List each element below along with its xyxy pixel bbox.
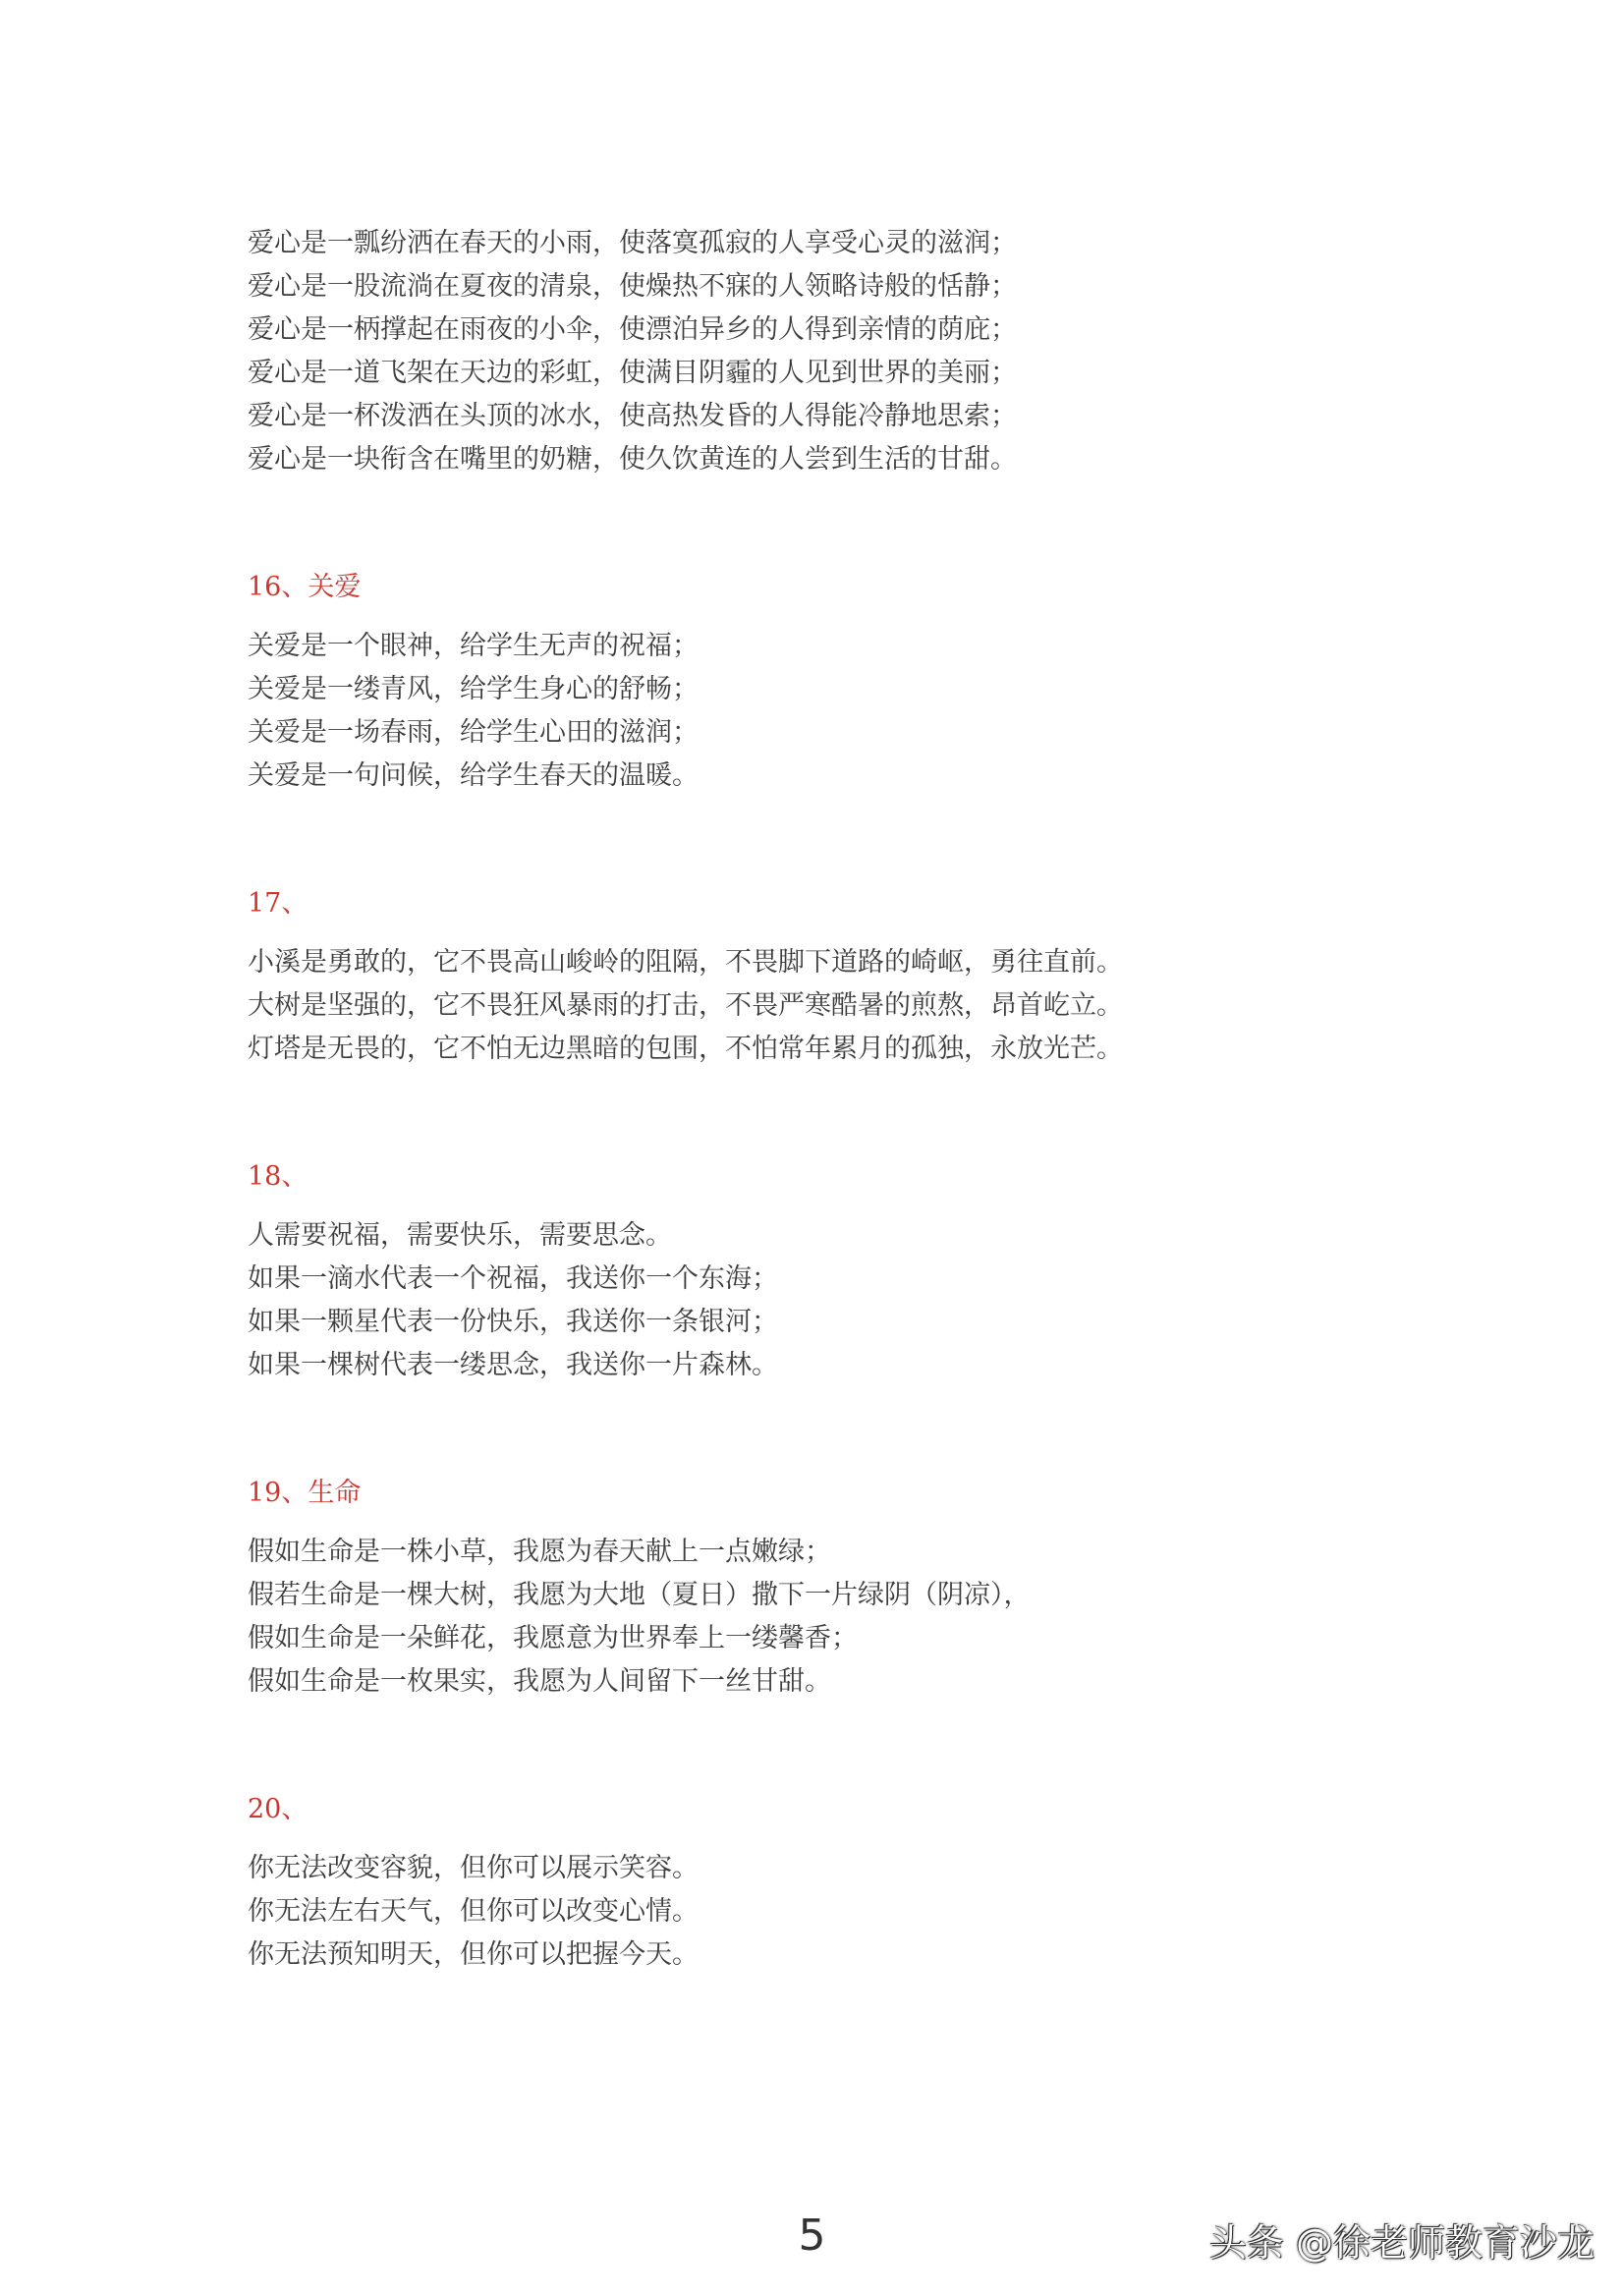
text-line: 如果一颗星代表一份快乐，我送你一条银河； bbox=[248, 1307, 778, 1337]
text-line: 你无法预知明天，但你可以把握今天。 bbox=[248, 1939, 699, 1970]
text-line: 假如生命是一株小草，我愿为春天献上一点嫩绿； bbox=[248, 1537, 831, 1567]
text-line: 小溪是勇敢的，它不畏高山峻岭的阻隔，不畏脚下道路的崎岖，勇往直前。 bbox=[248, 947, 1123, 978]
section-16 bbox=[248, 566, 1525, 798]
text-line: 关爱是一句问候，给学生春天的温暖。 bbox=[248, 760, 699, 791]
text-line: 爱心是一块衔含在嘴里的奶糖，使久饮黄连的人尝到生活的甘甜。 bbox=[248, 444, 1017, 475]
text-line: 爱心是一股流淌在夏夜的清泉，使燥热不寐的人领略诗般的恬静； bbox=[248, 271, 1017, 302]
text-line: 如果一滴水代表一个祝福，我送你一个东海； bbox=[248, 1263, 778, 1294]
page-number: 5 bbox=[798, 2211, 826, 2261]
section-20 bbox=[248, 1788, 1525, 1977]
section-heading: 16、关爱 bbox=[248, 572, 362, 602]
text-line: 爱心是一道飞架在天边的彩虹，使满目阴霾的人见到世界的美丽； bbox=[248, 358, 1017, 388]
text-line: 灯塔是无畏的，它不怕无边黑暗的包围，不怕常年累月的孤独，永放光芒。 bbox=[248, 1034, 1123, 1064]
section-heading: 18、 bbox=[248, 1161, 308, 1192]
text-line: 关爱是一个眼神，给学生无声的祝福； bbox=[248, 631, 699, 661]
text-line: 爱心是一瓢纷洒在春天的小雨，使落寞孤寂的人享受心灵的滋润； bbox=[248, 228, 1017, 258]
text-line: 人需要祝福，需要快乐，需要思念。 bbox=[248, 1220, 672, 1251]
section-18 bbox=[248, 1155, 1525, 1387]
text-line: 假若生命是一棵大树，我愿为大地（夏日）撒下一片绿阴（阴凉）， bbox=[248, 1580, 1031, 1610]
intro-paragraph bbox=[248, 222, 1525, 481]
section-17 bbox=[248, 882, 1525, 1071]
section-heading: 19、生命 bbox=[248, 1478, 362, 1508]
text-line: 假如生命是一枚果实，我愿为人间留下一丝甘甜。 bbox=[248, 1666, 831, 1697]
text-line: 关爱是一场春雨，给学生心田的滋润； bbox=[248, 717, 699, 748]
text-line: 爱心是一柄撑起在雨夜的小伞，使漂泊异乡的人得到亲情的荫庇； bbox=[248, 314, 1017, 345]
document-page bbox=[248, 222, 1525, 1977]
text-line: 你无法左右天气，但你可以改变心情。 bbox=[248, 1896, 699, 1927]
text-line: 假如生命是一朵鲜花，我愿意为世界奉上一缕馨香； bbox=[248, 1623, 858, 1653]
section-19 bbox=[248, 1472, 1525, 1704]
watermark: 头条 @徐老师教育沙龙 bbox=[1208, 2221, 1595, 2265]
text-line: 爱心是一杯泼洒在头顶的冰水，使高热发昏的人得能冷静地思索； bbox=[248, 401, 1017, 431]
section-heading: 17、 bbox=[248, 888, 308, 919]
text-line: 关爱是一缕青风，给学生身心的舒畅； bbox=[248, 674, 699, 704]
text-line: 你无法改变容貌，但你可以展示笑容。 bbox=[248, 1853, 699, 1883]
section-heading: 20、 bbox=[248, 1794, 308, 1824]
text-line: 如果一棵树代表一缕思念，我送你一片森林。 bbox=[248, 1350, 778, 1380]
text-line: 大树是坚强的，它不畏狂风暴雨的打击，不畏严寒酷暑的煎熬，昂首屹立。 bbox=[248, 990, 1123, 1021]
